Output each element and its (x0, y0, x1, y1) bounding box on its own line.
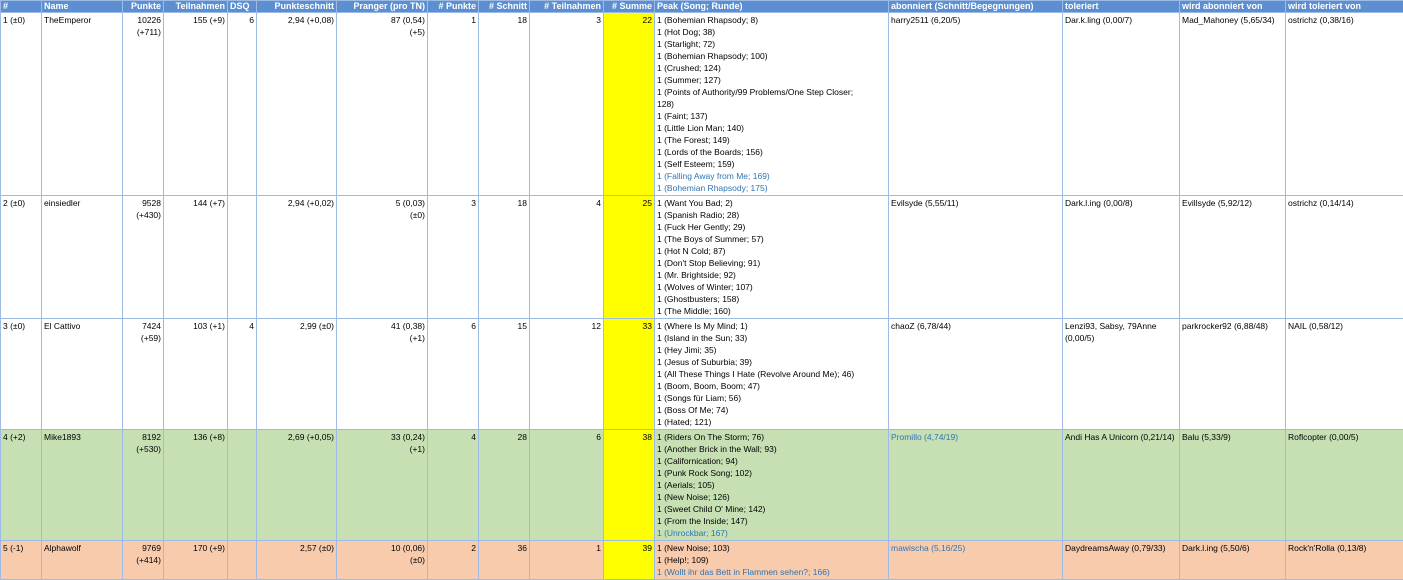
column-header: wird toleriert von (1286, 1, 1403, 13)
peak-entry: 1 (Don't Stop Believing; 91) (657, 257, 886, 269)
table-row (1, 196, 1403, 319)
wird-abonniert-cell-value: Evillsyde (5,92/12) (1182, 198, 1252, 208)
rank-punkte-cell-value: 6 (471, 321, 476, 331)
wird-toleriert-cell (1286, 319, 1403, 430)
punkte-cell (123, 319, 164, 430)
column-header: toleriert (1063, 1, 1180, 13)
punkte-cell (123, 13, 164, 196)
teilnahmen-cell (164, 196, 228, 319)
punkte-cell-value: 9769 (142, 543, 161, 553)
toleriert-cell-value: DaydreamsAway (0,79/33) (1065, 543, 1165, 553)
rank-teilnahmen-cell-value: 3 (596, 15, 601, 25)
peak-entry: 1 (Songs für Liam; 56) (657, 392, 886, 404)
toleriert-cell (1063, 196, 1180, 319)
punkte-cell-value: (+59) (141, 333, 161, 343)
peak-entry: 1 (Unrockbar; 167) (657, 527, 886, 539)
peak-entry: 1 (New Noise; 103) (657, 542, 886, 554)
rank-punkte-cell-value: 2 (471, 543, 476, 553)
peak-cell (655, 541, 889, 580)
pranger-cell (337, 13, 428, 196)
rank-schnitt-cell (479, 430, 530, 541)
rank-punkte-cell (428, 13, 479, 196)
rank-summe-cell (604, 13, 655, 196)
rank-cell (1, 541, 42, 580)
rank-cell (1, 430, 42, 541)
column-header: Peak (Song; Runde) (655, 1, 889, 13)
rank-summe-cell-value: 38 (643, 432, 652, 442)
rank-punkte-cell (428, 541, 479, 580)
pranger-cell-value: (+1) (410, 444, 425, 454)
abonniert-cell (889, 319, 1063, 430)
punkteschnitt-cell-value: 2,94 (+0,02) (288, 198, 334, 208)
rank-punkte-cell (428, 319, 479, 430)
teilnahmen-cell-value: 170 (+9) (193, 543, 225, 553)
peak-entry: 1 (Wollt ihr das Bett in Flammen sehen?; 166) (657, 566, 886, 578)
wird-abonniert-cell (1180, 541, 1286, 580)
wird-abonniert-cell (1180, 319, 1286, 430)
rank-schnitt-cell (479, 319, 530, 430)
pranger-cell-value: 5 (0,03) (396, 198, 425, 208)
punkte-cell-value: 8192 (142, 432, 161, 442)
column-header: Punkte (123, 1, 164, 13)
peak-entry: 1 (Hey Jimi; 35) (657, 344, 886, 356)
punkte-cell-value: 10226 (137, 15, 161, 25)
rank-summe-cell (604, 319, 655, 430)
rank-punkte-cell (428, 430, 479, 541)
rank-teilnahmen-cell (530, 196, 604, 319)
table-row (1, 430, 1403, 541)
peak-entry: 1 (Aerials; 105) (657, 479, 886, 491)
abonniert-cell-value: Promillo (4,74/19) (891, 432, 958, 442)
punkteschnitt-cell-value: 2,99 (±0) (300, 321, 334, 331)
pranger-cell-value: 41 (0,38) (391, 321, 425, 331)
rank-cell-value: 5 (-1) (3, 543, 23, 553)
rank-teilnahmen-cell-value: 4 (596, 198, 601, 208)
peak-entry: 1 (From the Inside; 147) (657, 515, 886, 527)
dsq-cell-value: 6 (249, 15, 254, 25)
name-cell-value: El Cattivo (44, 321, 80, 331)
column-header: # Schnitt (479, 1, 530, 13)
rank-teilnahmen-cell (530, 319, 604, 430)
dsq-cell (228, 13, 257, 196)
peak-cell (655, 196, 889, 319)
toleriert-cell-value: Lenzi93, Sabsy, 79Anne (0,00/5) (1065, 321, 1157, 343)
rank-schnitt-cell-value: 18 (518, 198, 527, 208)
name-cell (42, 196, 123, 319)
peak-cell (655, 319, 889, 430)
wird-toleriert-cell-value: Roflcopter (0,00/5) (1288, 432, 1358, 442)
column-header: # Teilnahmen (530, 1, 604, 13)
abonniert-cell-value: Evilsyde (5,55/11) (891, 198, 958, 208)
rank-summe-cell-value: 39 (643, 543, 652, 553)
wird-toleriert-cell (1286, 541, 1403, 580)
wird-toleriert-cell-value: ostrichz (0,14/14) (1288, 198, 1354, 208)
wird-abonniert-cell (1180, 430, 1286, 541)
column-header: wird abonniert von (1180, 1, 1286, 13)
peak-entry: 1 (Boss Of Me; 74) (657, 404, 886, 416)
punkte-cell-value: (+530) (136, 444, 161, 454)
column-header: abonniert (Schnitt/Begegnungen) (889, 1, 1063, 13)
peak-entry: 128) (657, 98, 886, 110)
rank-summe-cell-value: 33 (643, 321, 652, 331)
peak-entry: 1 (All These Things I Hate (Revolve Around Me); 46) (657, 368, 886, 380)
wird-toleriert-cell-value: Rock'n'Rolla (0,13/8) (1288, 543, 1366, 553)
punkteschnitt-cell (257, 319, 337, 430)
name-cell-value: Mike1893 (44, 432, 81, 442)
teilnahmen-cell (164, 541, 228, 580)
peak-entry: 1 (Punk Rock Song; 102) (657, 467, 886, 479)
toleriert-cell-value: Andi Has A Unicorn (0,21/14) (1065, 432, 1175, 442)
punkte-cell (123, 430, 164, 541)
peak-entry: 1 (Bohemian Rhapsody; 175) (657, 182, 886, 194)
name-cell (42, 541, 123, 580)
dsq-cell (228, 196, 257, 319)
column-header: DSQ (228, 1, 257, 13)
peak-entry: 1 (The Middle; 160) (657, 305, 886, 317)
abonniert-cell (889, 430, 1063, 541)
punkteschnitt-cell (257, 430, 337, 541)
pranger-cell-value: (±0) (410, 210, 425, 220)
rank-schnitt-cell (479, 541, 530, 580)
table-body (1, 13, 1403, 580)
rank-teilnahmen-cell-value: 6 (596, 432, 601, 442)
column-header: # (1, 1, 42, 13)
punkteschnitt-cell-value: 2,94 (+0,08) (288, 15, 334, 25)
rank-cell (1, 319, 42, 430)
peak-entry: 1 (Mr. Brightside; 92) (657, 269, 886, 281)
punkteschnitt-cell-value: 2,57 (±0) (300, 543, 334, 553)
name-cell-value: einsiedler (44, 198, 80, 208)
pranger-cell (337, 541, 428, 580)
peak-entry: 1 (Ghostbusters; 158) (657, 293, 886, 305)
name-cell-value: TheEmperor (44, 15, 91, 25)
pranger-cell (337, 430, 428, 541)
rank-punkte-cell-value: 3 (471, 198, 476, 208)
peak-entry: 1 (Riders On The Storm; 76) (657, 431, 886, 443)
peak-entry: 1 (Want You Bad; 2) (657, 197, 886, 209)
wird-abonniert-cell-value: Balu (5,33/9) (1182, 432, 1231, 442)
pranger-cell (337, 196, 428, 319)
abonniert-cell (889, 13, 1063, 196)
wird-toleriert-cell (1286, 196, 1403, 319)
toleriert-cell (1063, 319, 1180, 430)
wird-toleriert-cell-value: NAIL (0,58/12) (1288, 321, 1343, 331)
dsq-cell (228, 319, 257, 430)
rank-summe-cell (604, 541, 655, 580)
teilnahmen-cell (164, 13, 228, 196)
peak-entry: 1 (Wolves of Winter; 107) (657, 281, 886, 293)
peak-entry: 1 (Hated; 121) (657, 416, 886, 428)
peak-entry: 1 (Boom, Boom, Boom; 47) (657, 380, 886, 392)
rank-teilnahmen-cell (530, 13, 604, 196)
punkteschnitt-cell (257, 196, 337, 319)
column-header: Teilnahmen (164, 1, 228, 13)
pranger-cell-value: 33 (0,24) (391, 432, 425, 442)
dsq-cell (228, 430, 257, 541)
rank-schnitt-cell (479, 13, 530, 196)
column-header: # Punkte (428, 1, 479, 13)
rank-schnitt-cell (479, 196, 530, 319)
rank-schnitt-cell-value: 36 (518, 543, 527, 553)
table-row (1, 319, 1403, 430)
abonniert-cell (889, 541, 1063, 580)
rank-schnitt-cell-value: 15 (518, 321, 527, 331)
wird-abonniert-cell-value: Dark.l.ing (5,50/6) (1182, 543, 1250, 553)
rank-teilnahmen-cell-value: 12 (592, 321, 601, 331)
peak-entry: 1 (Californication; 94) (657, 455, 886, 467)
peak-entry: 1 (Hot Dog; 38) (657, 26, 886, 38)
abonniert-cell (889, 196, 1063, 319)
teilnahmen-cell (164, 430, 228, 541)
toleriert-cell (1063, 541, 1180, 580)
punkte-cell (123, 196, 164, 319)
peak-entry: 1 (Help!; 109) (657, 554, 886, 566)
rank-cell (1, 196, 42, 319)
wird-toleriert-cell-value: ostrichz (0,38/16) (1288, 15, 1354, 25)
rank-schnitt-cell-value: 28 (518, 432, 527, 442)
teilnahmen-cell-value: 103 (+1) (193, 321, 225, 331)
rank-summe-cell (604, 430, 655, 541)
toleriert-cell-value: Dark.l.ing (0,00/8) (1065, 198, 1133, 208)
peak-entry: 1 (Hot N Cold; 87) (657, 245, 886, 257)
wird-abonniert-cell (1180, 13, 1286, 196)
abonniert-cell-value: mawischa (5,16/25) (891, 543, 965, 553)
name-cell (42, 430, 123, 541)
peak-entry: 1 (Little Lion Man; 140) (657, 122, 886, 134)
punkteschnitt-cell (257, 541, 337, 580)
pranger-cell-value: (+1) (410, 333, 425, 343)
punkte-cell-value: (+414) (136, 555, 161, 565)
pranger-cell-value: (+5) (410, 27, 425, 37)
rank-teilnahmen-cell (530, 541, 604, 580)
rank-summe-cell-value: 22 (643, 15, 652, 25)
wird-abonniert-cell (1180, 196, 1286, 319)
punkteschnitt-cell-value: 2,69 (+0,05) (288, 432, 334, 442)
rank-cell-value: 4 (+2) (3, 432, 25, 442)
peak-entry: 1 (Bohemian Rhapsody; 8) (657, 14, 886, 26)
rank-cell-value: 1 (±0) (3, 15, 25, 25)
table-row (1, 541, 1403, 580)
peak-entry: 1 (Fuck Her Gently; 29) (657, 221, 886, 233)
peak-entry: 1 (Falling Away from Me; 169) (657, 170, 886, 182)
peak-entry: 1 (Summer; 127) (657, 74, 886, 86)
dsq-cell-value: 4 (249, 321, 254, 331)
rank-punkte-cell-value: 4 (471, 432, 476, 442)
teilnahmen-cell (164, 319, 228, 430)
peak-entry: 1 (Crushed; 124) (657, 62, 886, 74)
toleriert-cell (1063, 13, 1180, 196)
abonniert-cell-value: chaoZ (6,78/44) (891, 321, 951, 331)
abonniert-cell-value: harry2511 (6,20/5) (891, 15, 960, 25)
rank-punkte-cell-value: 1 (471, 15, 476, 25)
peak-entry: 1 (Sweet Child O' Mine; 142) (657, 503, 886, 515)
punkte-cell-value: (+711) (137, 27, 161, 37)
rank-summe-cell (604, 196, 655, 319)
peak-entry: 1 (Starlight; 72) (657, 38, 886, 50)
rank-cell (1, 13, 42, 196)
wird-toleriert-cell (1286, 13, 1403, 196)
peak-entry: 1 (Spanish Radio; 28) (657, 209, 886, 221)
table-row (1, 13, 1403, 196)
toleriert-cell (1063, 430, 1180, 541)
punkte-cell-value: (+430) (136, 210, 161, 220)
name-cell-value: Alphawolf (44, 543, 81, 553)
rank-summe-cell-value: 25 (643, 198, 652, 208)
peak-entry: 1 (Jesus of Suburbia; 39) (657, 356, 886, 368)
peak-entry: 1 (The Boys of Summer; 57) (657, 233, 886, 245)
peak-entry: 1 (Where Is My Mind; 1) (657, 320, 886, 332)
punkte-cell (123, 541, 164, 580)
peak-entry: 1 (Island in the Sun; 33) (657, 332, 886, 344)
peak-entry: 1 (Faint; 137) (657, 110, 886, 122)
column-header: Pranger (pro TN) (337, 1, 428, 13)
rank-cell-value: 2 (±0) (3, 198, 25, 208)
name-cell (42, 319, 123, 430)
peak-entry: 1 (New Noise; 126) (657, 491, 886, 503)
name-cell (42, 13, 123, 196)
wird-toleriert-cell (1286, 430, 1403, 541)
rank-teilnahmen-cell (530, 430, 604, 541)
rank-cell-value: 3 (±0) (3, 321, 25, 331)
wird-abonniert-cell-value: parkrocker92 (6,88/48) (1182, 321, 1268, 331)
peak-cell (655, 430, 889, 541)
header-row (1, 1, 1403, 13)
peak-entry: 1 (Points of Authority/99 Problems/One Step Closer; (657, 86, 886, 98)
column-header: Name (42, 1, 123, 13)
peak-entry: 1 (Another Brick in the Wall; 93) (657, 443, 886, 455)
peak-entry: 1 (Bohemian Rhapsody; 100) (657, 50, 886, 62)
pranger-cell-value: 10 (0,06) (391, 543, 425, 553)
teilnahmen-cell-value: 155 (+9) (193, 15, 225, 25)
dsq-cell (228, 541, 257, 580)
punkte-cell-value: 9528 (142, 198, 161, 208)
teilnahmen-cell-value: 136 (+8) (193, 432, 225, 442)
peak-entry: 1 (Self Esteem; 159) (657, 158, 886, 170)
pranger-cell-value: (±0) (410, 555, 425, 565)
peak-cell (655, 13, 889, 196)
column-header: # Summe (604, 1, 655, 13)
rank-punkte-cell (428, 196, 479, 319)
pranger-cell (337, 319, 428, 430)
teilnahmen-cell-value: 144 (+7) (193, 198, 225, 208)
pranger-cell-value: 87 (0,54) (391, 15, 425, 25)
rank-schnitt-cell-value: 18 (518, 15, 527, 25)
rank-teilnahmen-cell-value: 1 (596, 543, 601, 553)
column-header: Punkteschnitt (257, 1, 337, 13)
wird-abonniert-cell-value: Mad_Mahoney (5,65/34) (1182, 15, 1275, 25)
peak-entry: 1 (The Forest; 149) (657, 134, 886, 146)
toleriert-cell-value: Dar.k.ling (0,00/7) (1065, 15, 1132, 25)
punkteschnitt-cell (257, 13, 337, 196)
punkte-cell-value: 7424 (142, 321, 161, 331)
peak-entry: 1 (Lords of the Boards; 156) (657, 146, 886, 158)
